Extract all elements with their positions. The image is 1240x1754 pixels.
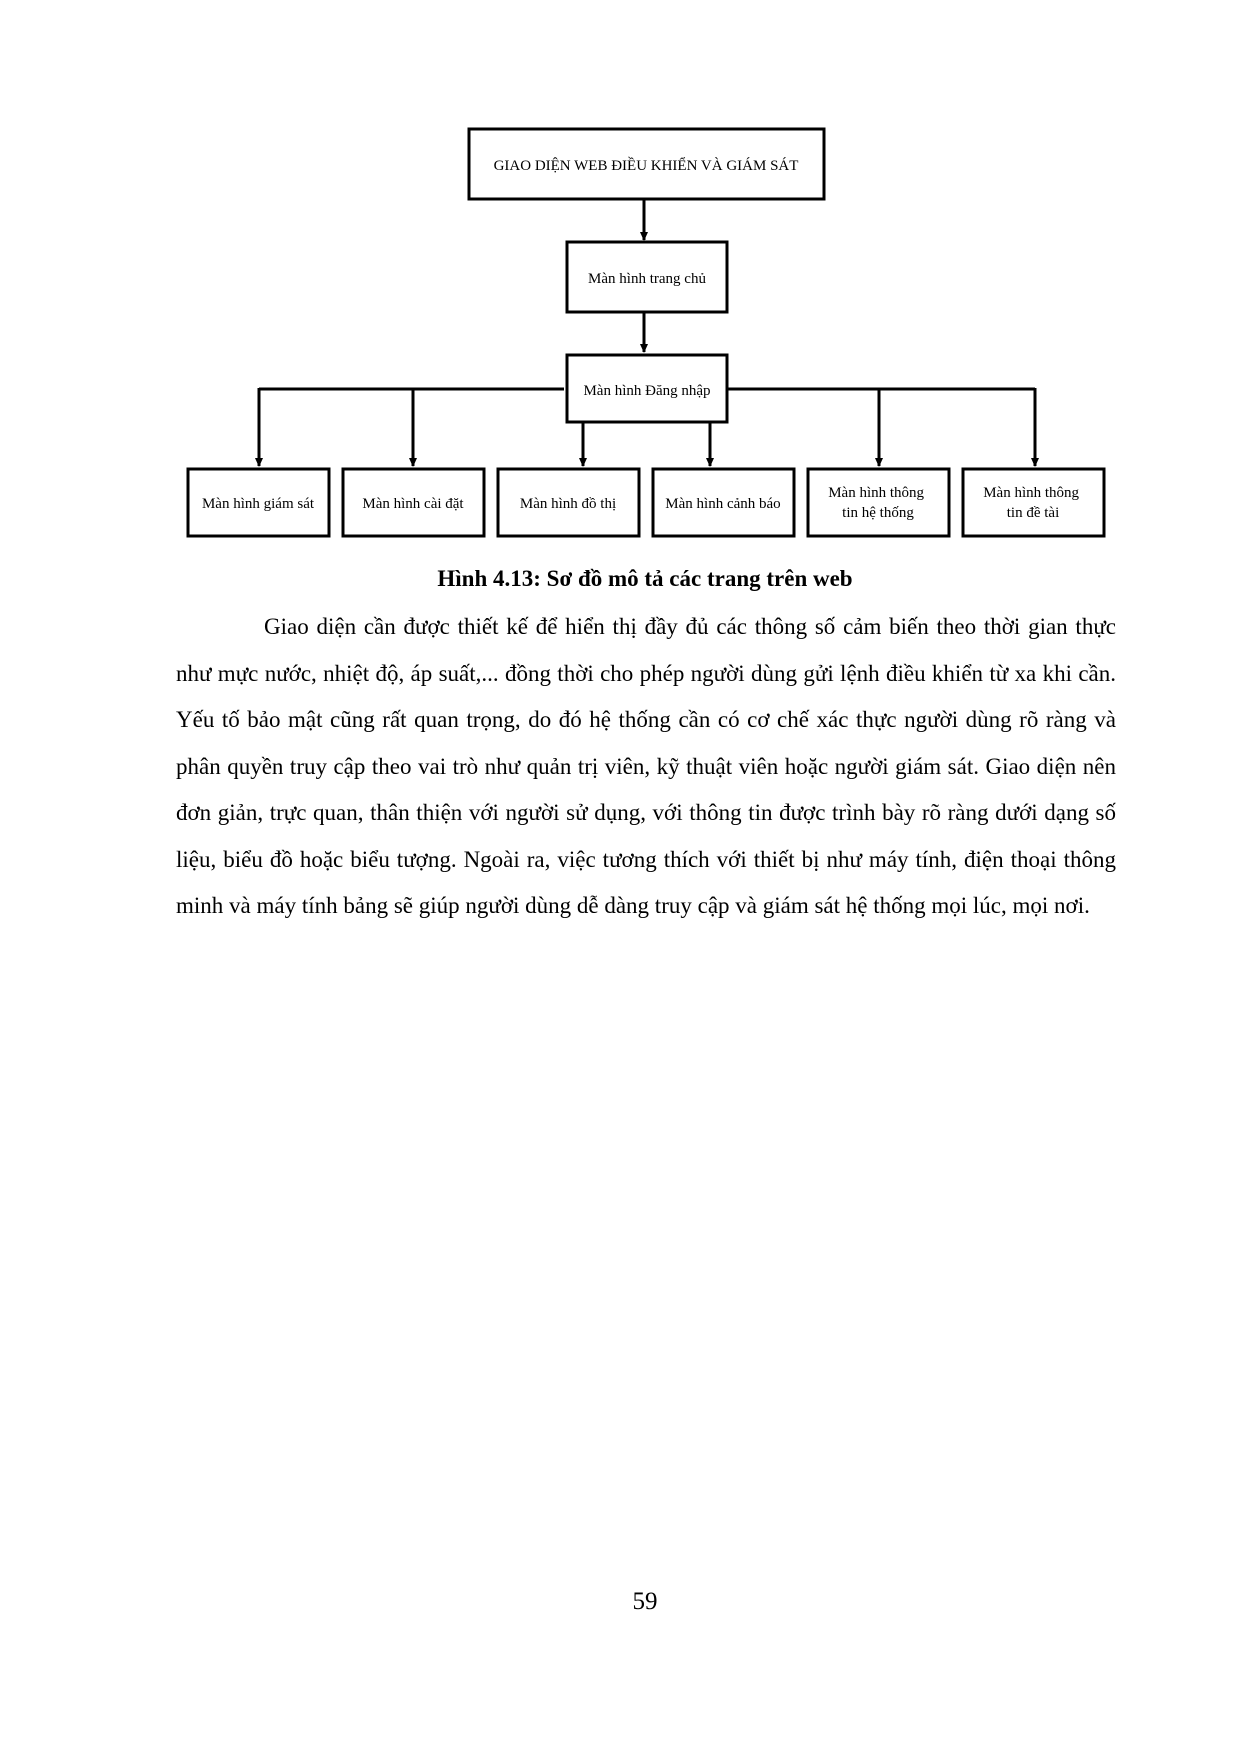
node-settings-label: Màn hình cài đặt bbox=[362, 496, 464, 512]
node-system-info bbox=[808, 469, 949, 536]
node-monitor-label: Màn hình giám sát bbox=[201, 496, 315, 512]
node-graph bbox=[498, 469, 639, 536]
figure-caption: Hình 4.13: Sơ đồ mô tả các trang trên web bbox=[437, 566, 853, 591]
node-root bbox=[469, 129, 824, 199]
page-number: 59 bbox=[632, 1588, 658, 1615]
node-system-info-label: Màn hình thông tin hệ thống bbox=[828, 485, 925, 521]
node-project-info bbox=[963, 469, 1104, 536]
node-monitor bbox=[188, 469, 329, 536]
node-login-label: Màn hình Đăng nhập bbox=[583, 383, 711, 399]
web-pages-diagram bbox=[0, 0, 1240, 560]
node-alert-label: Màn hình cảnh báo bbox=[665, 496, 781, 512]
node-home-label: Màn hình trang chủ bbox=[588, 271, 706, 287]
body-paragraph: Giao diện cần được thiết kế để hiển thị đầy đủ các thông số cảm biến theo thời gian thực như mực nước, nhiệt độ, áp suất,... đồng thời cho phép người dùng gửi lệnh điều khiển từ xa khi cần. Yếu tố bảo mật cũng rất quan trọng, do đó hệ thống cần có cơ chế xác thực người dùng rõ ràng và phân quyền truy cập theo vai trò như quản trị viên, kỹ thuật viên hoặc người giám sát. Giao diện nên đơn giản, trực quan, thân thiện với người sử dụng, với thông tin được trình bày rõ ràng dưới dạng số liệu, biểu đồ hoặc biểu tượng. Ngoài ra, việc tương thích với thiết bị như máy tính, điện thoại thông minh và máy tính bảng sẽ giúp người dùng dễ dàng truy cập và giám sát hệ thống mọi lúc, mọi nơi. bbox=[176, 614, 1116, 918]
node-alert bbox=[653, 469, 794, 536]
node-settings bbox=[343, 469, 484, 536]
node-graph-label: Màn hình đồ thị bbox=[519, 496, 617, 512]
node-project-info-label: Màn hình thông tin đề tài bbox=[983, 485, 1080, 521]
node-login bbox=[567, 355, 727, 422]
node-home bbox=[567, 242, 727, 312]
node-root-label: GIAO DIỆN WEB ĐIỀU KHIỂN VÀ GIÁM SÁT bbox=[493, 158, 799, 174]
